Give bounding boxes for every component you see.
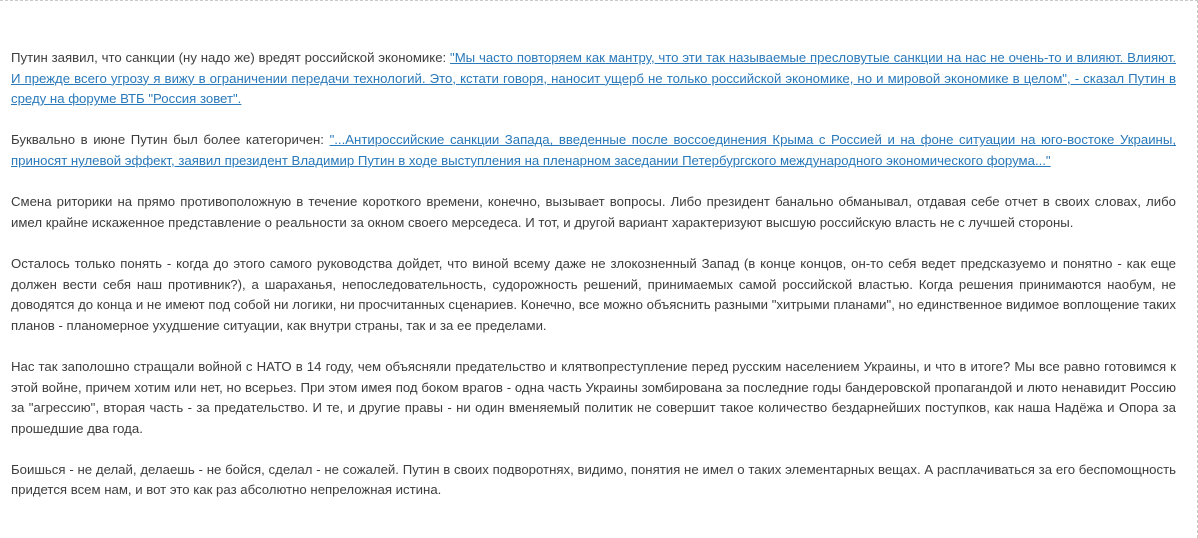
frame-top-border	[0, 0, 1198, 1]
quote-link-vtb-forum[interactable]: "Мы часто повторяем как мантру, что эти так называемые пресловутые санкции на нас не очень-то и влияют. Влияют. И прежде всего угрозу я вижу в ограничении передачи технологий. Это, кстати говоря, наносит ущерб не только российской экономике, но и мировой экономике в целом", - сказал Путин в среду на форуме ВТБ "Россия зовет".	[11, 50, 1176, 107]
article-body	[11, 48, 1176, 522]
paragraph-text: Путин заявил, что санкции (ну надо же) вредят российской экономике:	[11, 50, 451, 65]
paragraph-text: Буквально в июне Путин был более категоричен:	[11, 132, 330, 148]
paragraph-rhetoric-change: Смена риторики на прямо противоположную в течение короткого времени, конечно, вызывает вопросы. Либо президент банально обманывал, отдавая себе отчет в своих словах, либо имел крайне искаженное представление о реальности за окном своего мерседеса. И тот, и другой вариант характеризуют высшую российскую власть не с лучшей стороны.	[11, 194, 1176, 230]
paragraph-leadership: Осталось только понять - когда до этого самого руководства дойдет, что виной всему даже не злокозненный Запад (в конце концов, он-то себя ведет предсказуемо и понятно - как еще должен вести себя наш противник?), а шараханья, непоследовательность, судорожность решений, принимаемых самой российской властью. Когда решения принимаются наобум, не доводятся до конца и не имеют под собой ни логики, ни просчитанных сценариев. Конечно, все можно объяснить разными "хитрыми планами", но единственное видимое воплощение таких планов - планомерное ухудшение ситуации, как внутри страны, так и за ее пределами.	[11, 255, 1176, 333]
quote-link-spief[interactable]: "...Антироссийские санкции Запада, введенные после воссоединения Крыма с Россией и на фоне ситуации на юго-востоке Украины, приносят нулевой эффект, заявил президент Владимир Путин в ходе выступления на пленарном заседании Петербургского международного экономического форума..."	[11, 132, 1176, 168]
paragraph-june-statement	[11, 130, 1176, 171]
paragraph-sanctions-harm	[11, 48, 1176, 110]
paragraph-nato-war: Нас так заполошно стращали войной с НАТО в 14 году, чем объясняли предательство и клятвопреступление перед русским населением Украины, и что в итоге? Мы все равно готовимся к этой войне, причем хотим или нет, но всерьез. При этом имея под боком врагов - одна часть Украины зомбирована за последние годы бандеровской пропагандой и люто ненавидит Россию за "агрессию", вторая часть - за предательство. И те, и другие правы - ни один вменяемый политик не совершит такое количество бездарнейших поступков, как наша Надёжа и Опора за прошедшие два года.	[11, 358, 1176, 436]
paragraph-conclusion: Боишься - не делай, делаешь - не бойся, сделал - не сожалей. Путин в своих подворотнях, видимо, понятия не имел о таких элементарных вещах. А расплачиваться за его беспомощность придется всем нам, и вот это как раз абсолютно непреложная истина.	[11, 461, 1176, 498]
